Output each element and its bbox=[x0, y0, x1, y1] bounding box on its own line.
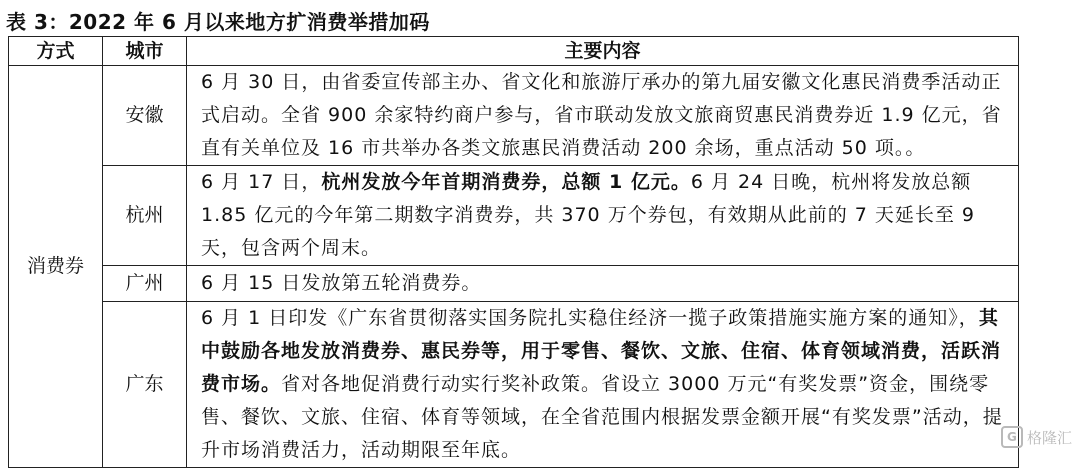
table-row bbox=[9, 66, 1019, 166]
measures-table bbox=[8, 36, 1019, 468]
table-row bbox=[9, 166, 1019, 266]
content-text: 6 月 24 日晚，杭州将发放总额 1.85 亿元的今年第二期数字消费券，共 370 万个券包，有效期从此前的 7 天延长至 9 天，包含两个周末。 bbox=[201, 171, 975, 259]
watermark-text: 格隆汇 bbox=[1026, 428, 1072, 447]
watermark bbox=[1001, 426, 1072, 448]
header-content: 主要内容 bbox=[187, 37, 1019, 66]
content-cell bbox=[187, 166, 1019, 266]
content-text: 6 月 15 日发放第五轮消费券。 bbox=[201, 272, 482, 294]
header-method: 方式 bbox=[9, 37, 103, 66]
header-row bbox=[9, 37, 1019, 66]
method-cell: 消费券 bbox=[9, 66, 103, 468]
table-body bbox=[9, 66, 1019, 468]
city-cell: 杭州 bbox=[103, 166, 187, 266]
content-text: 6 月 17 日， bbox=[201, 171, 322, 193]
table-row bbox=[9, 266, 1019, 302]
city-cell: 广州 bbox=[103, 266, 187, 302]
content-cell bbox=[187, 266, 1019, 302]
content-cell bbox=[187, 302, 1019, 468]
content-text: 6 月 1 日印发《广东省贯彻落实国务院扎实稳住经济一揽子政策措施实施方案的通知》， bbox=[201, 307, 979, 329]
table-row bbox=[9, 302, 1019, 468]
content-bold-text: 其中鼓励各地发放消费券、惠民券等，用于零售、餐饮、文旅、住宿、体育领域消费，活跃消费市场。 bbox=[201, 307, 1002, 395]
content-cell bbox=[187, 66, 1019, 166]
table-title: 表 3：2022 年 6 月以来地方扩消费举措加码 bbox=[6, 10, 430, 34]
city-cell: 广东 bbox=[103, 302, 187, 468]
city-cell: 安徽 bbox=[103, 66, 187, 166]
content-text: 6 月 30 日，由省委宣传部主办、省文化和旅游厅承办的第九届安徽文化惠民消费季活动正式启动。全省 900 余家特约商户参与，省市联动发放文旅商贸惠民消费券近 1.9 亿元，省直有关单位及 16 市共举办各类文旅惠民消费活动 200 余场，重点活动 50 项。。 bbox=[201, 71, 1002, 159]
content-bold-text: 杭州发放今年首期消费券，总额 1 亿元。 bbox=[321, 171, 691, 193]
header-city: 城市 bbox=[103, 37, 187, 66]
content-text: 省对各地促消费行动实行奖补政策。省设立 3000 万元“有奖发票”资金，围绕零售、餐饮、文旅、住宿、体育等领域，在全省范围内根据发票金额开展“有奖发票”活动，提升市场消费活力，活动期限至年底。 bbox=[201, 373, 1003, 461]
watermark-logo-icon: G bbox=[1001, 426, 1023, 448]
